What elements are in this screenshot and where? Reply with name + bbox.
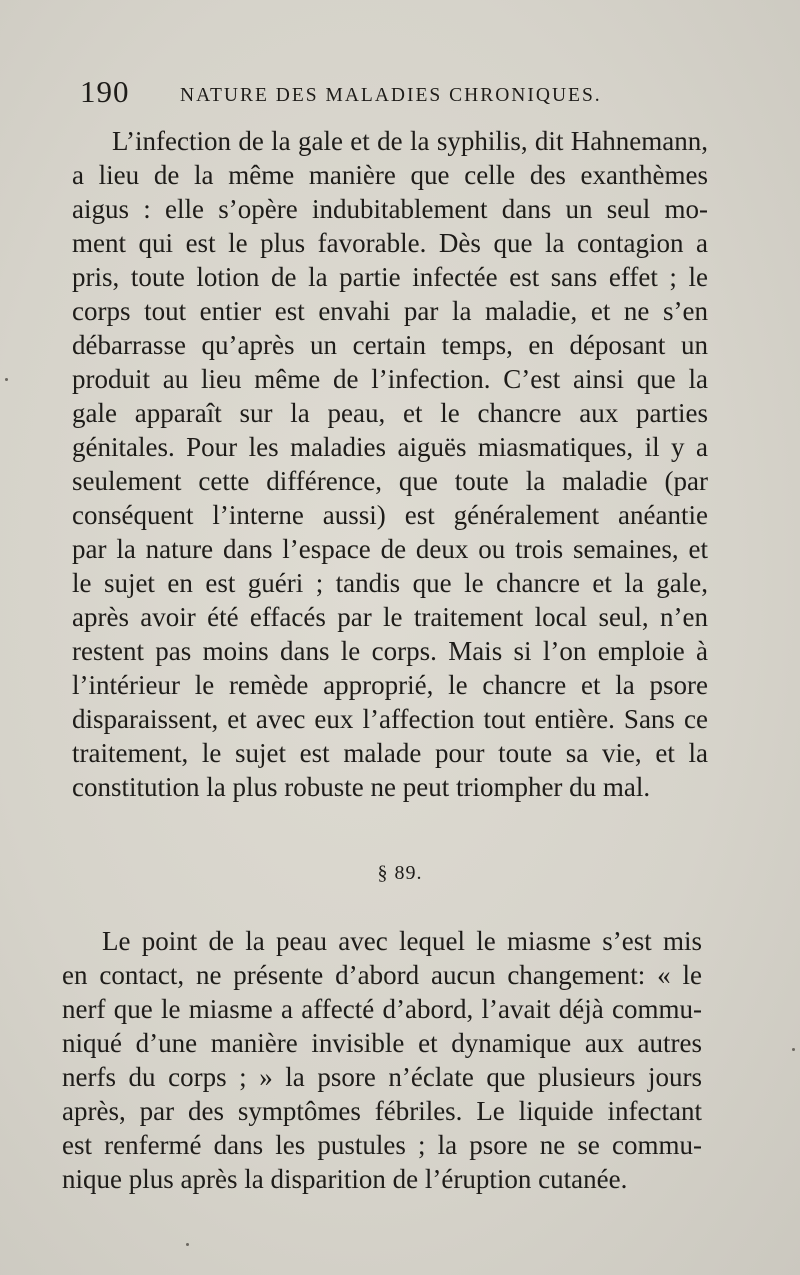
paper-speck xyxy=(5,378,8,381)
text-line: ment qui est le plus favorable. Dès que la contagion a xyxy=(72,228,708,258)
text-line: le sujet en est guéri ; tandis que le chancre et la gale, xyxy=(72,568,708,598)
section-heading: § 89. xyxy=(377,862,423,884)
text-line: après avoir été effacés par le traitement local seul, n’en xyxy=(72,602,708,632)
text-line: disparaissent, et avec eux l’affection tout entière. Sans ce xyxy=(72,704,708,734)
text-line: pris, toute lotion de la partie infectée est sans effet ; le xyxy=(72,262,708,292)
paragraph-1 xyxy=(72,124,708,804)
text-line: a lieu de la même manière que celle des exanthèmes xyxy=(72,160,708,190)
text-line: aigus : elle s’opère indubitablement dans un seul mo- xyxy=(72,194,708,224)
paper-speck xyxy=(792,1048,795,1051)
page-header xyxy=(80,74,620,114)
text-line: traitement, le sujet est malade pour toute sa vie, et la xyxy=(72,738,708,768)
text-line: après, par des symptômes fébriles. Le liquide infectant xyxy=(62,1096,702,1126)
text-line: restent pas moins dans le corps. Mais si l’on emploie à xyxy=(72,636,708,666)
text-line: est renfermé dans les pustules ; la psore ne se commu- xyxy=(62,1130,702,1160)
running-title: NATURE DES MALADIES CHRONIQUES. xyxy=(180,85,602,106)
text-line: l’intérieur le remède approprié, le chancre et la psore xyxy=(72,670,708,700)
text-line: niqué d’une manière invisible et dynamique aux autres xyxy=(62,1028,702,1058)
text-line: gale apparaît sur la peau, et le chancre aux parties xyxy=(72,398,708,428)
text-line: nique plus après la disparition de l’éruption cutanée. xyxy=(62,1164,628,1194)
text-line: par la nature dans l’espace de deux ou trois semaines, et xyxy=(72,534,708,564)
text-line: produit au lieu même de l’infection. C’est ainsi que la xyxy=(72,364,708,394)
page-number: 190 xyxy=(80,74,130,109)
text-line: en contact, ne présente d’abord aucun changement: « le xyxy=(62,960,702,990)
paper-speck xyxy=(186,1243,189,1246)
text-line: débarrasse qu’après un certain temps, en déposant un xyxy=(72,330,708,360)
text-line: constitution la plus robuste ne peut triompher du mal. xyxy=(72,772,651,802)
text-line: seulement cette différence, que toute la maladie (par xyxy=(72,466,708,496)
text-line: conséquent l’interne aussi) est généralement anéantie xyxy=(72,500,708,530)
text-line: génitales. Pour les maladies aiguës miasmatiques, il y a xyxy=(72,432,708,462)
text-line: nerf que le miasme a affecté d’abord, l’avait déjà commu- xyxy=(62,994,702,1024)
text-line: Le point de la peau avec lequel le miasme s’est mis xyxy=(102,926,702,956)
text-line: corps tout entier est envahi par la maladie, et ne s’en xyxy=(72,296,708,326)
paragraph-2 xyxy=(62,924,702,1196)
text-line: L’infection de la gale et de la syphilis, dit Hahnemann, xyxy=(112,126,708,156)
text-line: nerfs du corps ; » la psore n’éclate que plusieurs jours xyxy=(62,1062,702,1092)
